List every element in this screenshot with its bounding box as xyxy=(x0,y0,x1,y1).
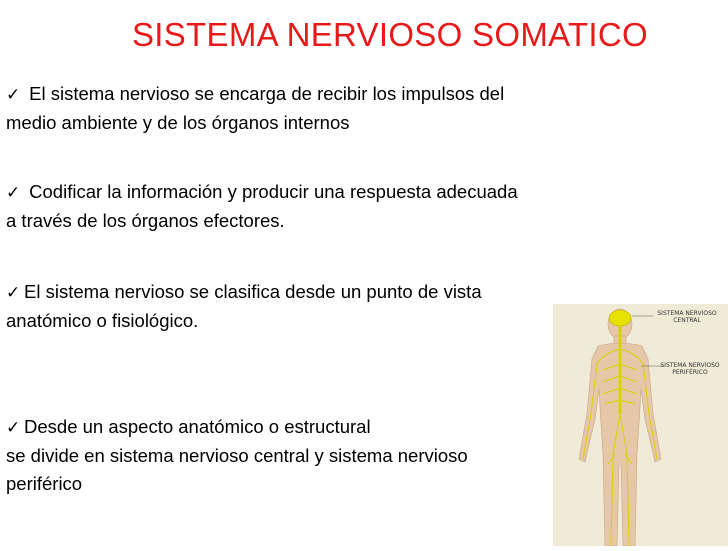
page-title: SISTEMA NERVIOSO SOMATICO xyxy=(131,16,649,53)
bullet-item-2 xyxy=(6,178,518,235)
check-icon: ✓ xyxy=(6,283,21,302)
label-central: SISTEMA NERVIOSO CENTRAL xyxy=(657,310,717,324)
bullet-text: El sistema nervioso se clasifica desde un punto de vista xyxy=(24,281,482,302)
bullet-text: se divide en sistema nervioso central y sistema nervioso xyxy=(6,445,468,466)
human-body-illustration xyxy=(553,304,728,546)
bullet-text: Codificar la información y producir una respuesta adecuada xyxy=(24,181,518,202)
bullet-text: Desde un aspecto anatómico o estructural xyxy=(24,416,371,437)
bullet-text: El sistema nervioso se encarga de recibir los impulsos del xyxy=(24,83,505,104)
check-icon: ✓ xyxy=(6,418,21,437)
bullet-item-3 xyxy=(6,278,482,335)
bullet-text: a través de los órganos efectores. xyxy=(6,210,285,231)
brain-icon xyxy=(609,310,631,326)
bullet-text: anatómico o fisiológico. xyxy=(6,310,199,331)
label-peripheral: SISTEMA NERVIOSO PERIFÉRICO xyxy=(660,362,720,376)
check-icon: ✓ xyxy=(6,183,21,202)
bullet-text: medio ambiente y de los órganos internos xyxy=(6,112,350,133)
bullet-item-1 xyxy=(6,80,504,137)
nervous-system-figure xyxy=(553,304,728,546)
bullet-text: periférico xyxy=(6,473,83,494)
bullet-item-4 xyxy=(6,413,468,498)
check-icon: ✓ xyxy=(6,85,21,104)
